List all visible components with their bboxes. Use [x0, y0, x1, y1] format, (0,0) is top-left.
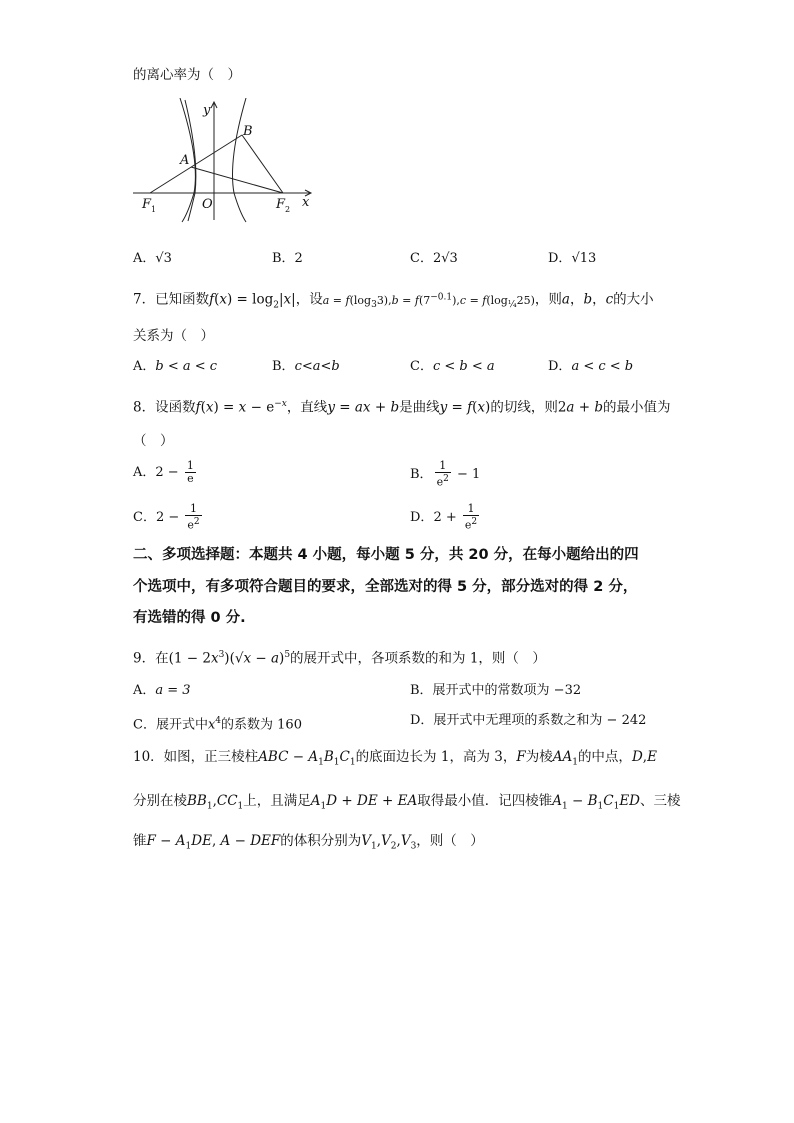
q8-option-c[interactable]: C．2 − $\frac{1}{e^2}$: [133, 502, 200, 532]
label-O: O: [202, 197, 213, 212]
q8-stem: 8．设函数$f(x) = x - e^{-x}$，直线y = ax + b是曲线y = f(x)的切线，则2a + b的最小值为: [133, 399, 671, 416]
label-F2-sub: 2: [285, 205, 291, 214]
question-6-tail: 的离心率为（ ）: [133, 67, 241, 83]
q7-option-a[interactable]: A．b < a < c: [133, 359, 218, 374]
q7-stem: 7．已知函数$f(x) = \log_2|x|$，设$a = f(\log_33),b = f(7^{-0.1}),c = f(\log_{\frac{1}{4}}25)$，则a，b，c的大小: [133, 291, 654, 311]
q8-stem-line2: （ ）: [133, 433, 174, 449]
label-x: x: [302, 195, 310, 210]
q6-option-c[interactable]: C．2√3: [410, 251, 458, 266]
hyperbola-figure: [128, 98, 328, 223]
line-BF2: [242, 135, 283, 193]
q9-option-c[interactable]: C．展开式中$x^4$的系数为 160: [133, 716, 302, 733]
q8-option-b[interactable]: B． $\frac{1}{e^2}$ − 1: [410, 459, 481, 489]
q10-stem-line2: 分别在棱$BB_1,CC_1$上，且满足$A_1D$ + DE + EA取得最小值．记四棱锥$A_1 - B_1C_1ED$、三棱: [133, 793, 681, 812]
line-AF2: [191, 167, 283, 193]
q10-stem-line3: 锥$F - A_1DE$, A − DEF的体积分别为$V_1,V_2,V_3$，则（ ）: [133, 833, 484, 852]
label-y: y: [203, 103, 211, 118]
label-B: B: [243, 124, 253, 139]
section-2-heading-line3: 有选错的得 0 分.: [133, 610, 246, 626]
q9-option-d[interactable]: D．展开式中无理项的系数之和为 − 242: [410, 713, 647, 728]
q9-stem: 9．在$(1 - 2x^3)(√x - a)^5$的展开式中，各项系数的和为 1，则（ ）: [133, 650, 546, 667]
q10-stem-line1: 10．如图，正三棱柱ABC − $A_1B_1C_1$的底面边长为 1，高为 3，F为棱$AA_1$的中点，D,E: [133, 749, 657, 768]
q6-option-d[interactable]: D．√13: [548, 251, 597, 266]
label-A: A: [180, 153, 190, 168]
hyperbola-right: [233, 98, 247, 222]
q6-option-a[interactable]: A．√3: [133, 251, 172, 266]
section-2-heading-line1: 二、多项选择题：本题共 4 小题，每小题 5 分，共 20 分，在每小题给出的四: [133, 547, 639, 563]
label-F2: F: [276, 197, 286, 212]
q6-option-b[interactable]: B．2: [272, 251, 303, 266]
q9-option-a[interactable]: A．a = 3: [133, 683, 191, 698]
q7-option-b[interactable]: B．c<a<b: [272, 359, 340, 374]
q9-option-b[interactable]: B．展开式中的常数项为 −32: [410, 683, 582, 698]
q7-stem-line2: 关系为（ ）: [133, 328, 214, 344]
q8-option-d[interactable]: D．2 + $\frac{1}{e^2}$: [410, 502, 478, 532]
section-2-heading-line2: 个选项中，有多项符合题目的要求，全部选对的得 5 分，部分选对的得 2 分，: [133, 579, 638, 595]
label-F1-sub: 1: [151, 205, 157, 214]
q8-option-a[interactable]: A．2 − $\frac{1}{e}$: [133, 459, 194, 485]
q7-option-c[interactable]: C．c < b < a: [410, 359, 495, 374]
q7-option-d[interactable]: D．a < c < b: [548, 359, 634, 374]
label-F1: F: [142, 197, 152, 212]
